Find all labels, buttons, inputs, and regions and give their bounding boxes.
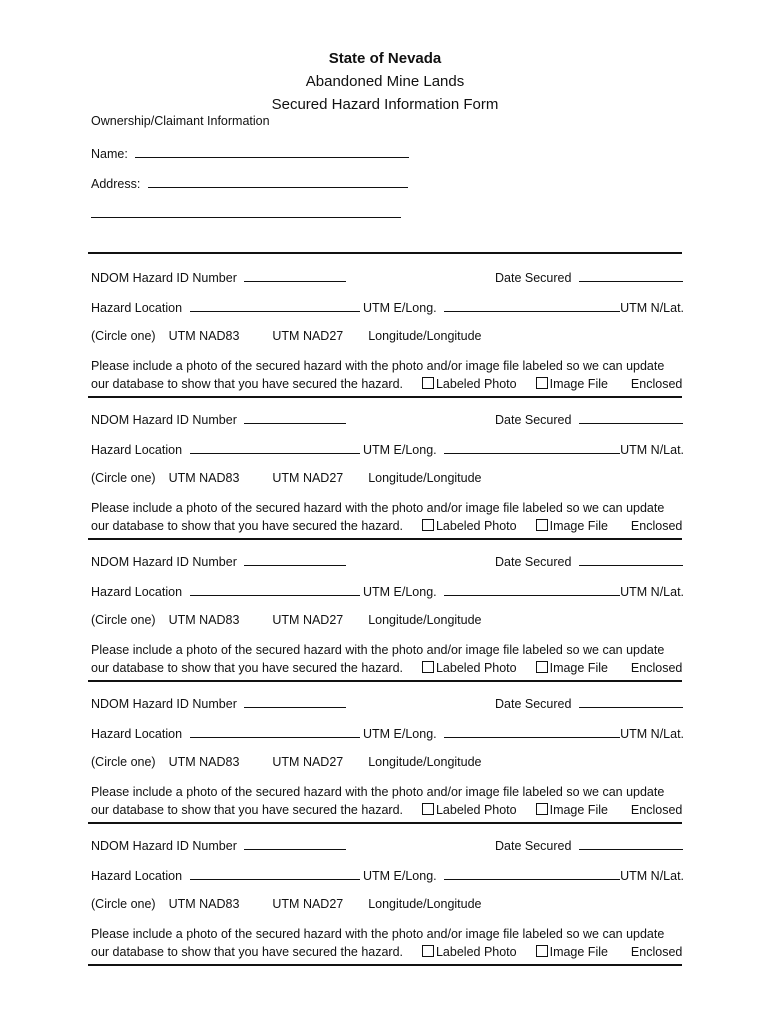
hazard-id-field[interactable] bbox=[244, 837, 346, 850]
circle-one-label: (Circle one) bbox=[91, 897, 156, 911]
date-secured-label: Date Secured bbox=[495, 839, 572, 853]
utm-e-label: UTM E/Long. bbox=[363, 443, 437, 457]
hazard-section bbox=[0, 821, 770, 963]
address-row bbox=[91, 175, 408, 191]
utm-n-label: UTM N/Lat. bbox=[620, 301, 685, 315]
option-longitude[interactable]: Longitude/Longitude bbox=[368, 613, 482, 627]
hazard-location-row bbox=[91, 441, 684, 457]
option-utm-nad27[interactable]: UTM NAD27 bbox=[272, 613, 344, 627]
utm-n-label: UTM N/Lat. bbox=[620, 443, 685, 457]
form-name: Secured Hazard Information Form bbox=[271, 96, 499, 113]
hazard-id-label: NDOM Hazard ID Number bbox=[91, 697, 237, 711]
name-field[interactable] bbox=[135, 145, 409, 158]
hazard-id-label: NDOM Hazard ID Number bbox=[91, 271, 237, 285]
option-utm-nad27[interactable]: UTM NAD27 bbox=[272, 329, 344, 343]
labeled-photo-label: Labeled Photo bbox=[435, 803, 517, 817]
option-utm-nad83[interactable]: UTM NAD83 bbox=[168, 329, 240, 343]
enclosed-label: Enclosed bbox=[630, 803, 683, 817]
utm-e-label: UTM E/Long. bbox=[363, 727, 437, 741]
photo-instructions-line-1: Please include a photo of the secured hazard with the photo and/or image file labeled so we can update bbox=[91, 643, 665, 657]
image-file-label: Image File bbox=[549, 945, 608, 959]
photo-instructions-text: our database to show that you have secured the hazard. bbox=[91, 945, 404, 959]
utm-n-field[interactable] bbox=[444, 441, 620, 454]
form-title: State of Nevada bbox=[328, 50, 442, 67]
hazard-location-row bbox=[91, 583, 684, 599]
utm-n-label: UTM N/Lat. bbox=[620, 869, 685, 883]
circle-one-row bbox=[91, 329, 482, 343]
labeled-photo-checkbox[interactable] bbox=[422, 377, 434, 389]
address-line-2-row bbox=[91, 205, 401, 221]
utm-e-field[interactable] bbox=[190, 441, 360, 454]
date-secured-field[interactable] bbox=[579, 269, 683, 282]
date-secured-field[interactable] bbox=[579, 553, 683, 566]
name-row bbox=[91, 145, 409, 161]
option-longitude[interactable]: Longitude/Longitude bbox=[368, 471, 482, 485]
circle-one-label: (Circle one) bbox=[91, 755, 156, 769]
hazard-id-field[interactable] bbox=[244, 695, 346, 708]
photo-instructions-line-2 bbox=[91, 661, 682, 675]
image-file-label: Image File bbox=[549, 803, 608, 817]
option-utm-nad83[interactable]: UTM NAD83 bbox=[168, 471, 240, 485]
photo-instructions-line-2 bbox=[91, 803, 682, 817]
hazard-location-label: Hazard Location bbox=[91, 869, 183, 883]
photo-instructions-line-1: Please include a photo of the secured hazard with the photo and/or image file labeled so we can update bbox=[91, 927, 665, 941]
hazard-section bbox=[0, 537, 770, 679]
date-secured-row bbox=[495, 553, 683, 569]
utm-e-label: UTM E/Long. bbox=[363, 301, 437, 315]
hazard-id-row bbox=[91, 411, 346, 427]
photo-instructions-text: our database to show that you have secured the hazard. bbox=[91, 661, 404, 675]
date-secured-label: Date Secured bbox=[495, 697, 572, 711]
address-label: Address: bbox=[91, 177, 141, 191]
name-label: Name: bbox=[91, 147, 128, 161]
image-file-checkbox[interactable] bbox=[536, 945, 548, 957]
utm-e-field[interactable] bbox=[190, 867, 360, 880]
circle-one-row bbox=[91, 613, 482, 627]
labeled-photo-checkbox[interactable] bbox=[422, 661, 434, 673]
circle-one-label: (Circle one) bbox=[91, 613, 156, 627]
circle-one-label: (Circle one) bbox=[91, 329, 156, 343]
option-longitude[interactable]: Longitude/Longitude bbox=[368, 897, 482, 911]
hazard-location-label: Hazard Location bbox=[91, 727, 183, 741]
image-file-checkbox[interactable] bbox=[536, 803, 548, 815]
date-secured-row bbox=[495, 837, 683, 853]
photo-instructions-line-1: Please include a photo of the secured hazard with the photo and/or image file labeled so we can update bbox=[91, 359, 665, 373]
image-file-label: Image File bbox=[549, 377, 608, 391]
address-field[interactable] bbox=[148, 175, 408, 188]
option-utm-nad83[interactable]: UTM NAD83 bbox=[168, 613, 240, 627]
option-utm-nad27[interactable]: UTM NAD27 bbox=[272, 471, 344, 485]
title-block bbox=[0, 48, 770, 116]
utm-n-field[interactable] bbox=[444, 299, 620, 312]
utm-e-field[interactable] bbox=[190, 299, 360, 312]
hazard-location-label: Hazard Location bbox=[91, 585, 183, 599]
hazard-id-row bbox=[91, 695, 346, 711]
hazard-id-field[interactable] bbox=[244, 269, 346, 282]
option-utm-nad27[interactable]: UTM NAD27 bbox=[272, 897, 344, 911]
hazard-id-label: NDOM Hazard ID Number bbox=[91, 555, 237, 569]
hazard-id-row bbox=[91, 553, 346, 569]
option-utm-nad83[interactable]: UTM NAD83 bbox=[168, 897, 240, 911]
section-divider bbox=[88, 964, 682, 966]
circle-one-label: (Circle one) bbox=[91, 471, 156, 485]
utm-e-label: UTM E/Long. bbox=[363, 585, 437, 599]
hazard-id-label: NDOM Hazard ID Number bbox=[91, 413, 237, 427]
hazard-section bbox=[0, 679, 770, 821]
utm-e-label: UTM E/Long. bbox=[363, 869, 437, 883]
date-secured-row bbox=[495, 695, 683, 711]
utm-n-field[interactable] bbox=[444, 725, 620, 738]
hazard-location-row bbox=[91, 867, 684, 883]
image-file-label: Image File bbox=[549, 519, 608, 533]
labeled-photo-checkbox[interactable] bbox=[422, 519, 434, 531]
hazard-location-label: Hazard Location bbox=[91, 443, 183, 457]
option-longitude[interactable]: Longitude/Longitude bbox=[368, 329, 482, 343]
photo-instructions-line-2 bbox=[91, 377, 682, 391]
hazard-id-field[interactable] bbox=[244, 411, 346, 424]
owner-section-label: Ownership/Claimant Information bbox=[91, 114, 270, 128]
date-secured-row bbox=[495, 269, 683, 285]
labeled-photo-label: Labeled Photo bbox=[435, 519, 517, 533]
date-secured-field[interactable] bbox=[579, 411, 683, 424]
image-file-checkbox[interactable] bbox=[536, 661, 548, 673]
option-utm-nad27[interactable]: UTM NAD27 bbox=[272, 755, 344, 769]
image-file-checkbox[interactable] bbox=[536, 377, 548, 389]
hazard-id-field[interactable] bbox=[244, 553, 346, 566]
circle-one-row bbox=[91, 897, 482, 911]
address-field-line-2[interactable] bbox=[91, 205, 401, 218]
hazard-location-row bbox=[91, 725, 684, 741]
circle-one-row bbox=[91, 471, 482, 485]
utm-n-label: UTM N/Lat. bbox=[620, 585, 685, 599]
utm-n-field[interactable] bbox=[444, 583, 620, 596]
option-utm-nad83[interactable]: UTM NAD83 bbox=[168, 755, 240, 769]
photo-instructions-text: our database to show that you have secured the hazard. bbox=[91, 377, 404, 391]
form-subtitle: Abandoned Mine Lands bbox=[305, 73, 465, 90]
date-secured-label: Date Secured bbox=[495, 271, 572, 285]
date-secured-field[interactable] bbox=[579, 695, 683, 708]
hazard-id-label: NDOM Hazard ID Number bbox=[91, 839, 237, 853]
circle-one-row bbox=[91, 755, 482, 769]
utm-n-field[interactable] bbox=[444, 867, 620, 880]
date-secured-row bbox=[495, 411, 683, 427]
hazard-section bbox=[0, 395, 770, 537]
hazard-id-row bbox=[91, 837, 346, 853]
enclosed-label: Enclosed bbox=[630, 377, 683, 391]
photo-instructions-text: our database to show that you have secured the hazard. bbox=[91, 803, 404, 817]
photo-instructions-line-1: Please include a photo of the secured hazard with the photo and/or image file labeled so we can update bbox=[91, 785, 665, 799]
enclosed-label: Enclosed bbox=[630, 945, 683, 959]
hazard-location-row bbox=[91, 299, 684, 315]
option-longitude[interactable]: Longitude/Longitude bbox=[368, 755, 482, 769]
photo-instructions-line-2 bbox=[91, 945, 682, 959]
date-secured-field[interactable] bbox=[579, 837, 683, 850]
enclosed-label: Enclosed bbox=[630, 519, 683, 533]
date-secured-label: Date Secured bbox=[495, 555, 572, 569]
utm-n-label: UTM N/Lat. bbox=[620, 727, 685, 741]
image-file-label: Image File bbox=[549, 661, 608, 675]
labeled-photo-checkbox[interactable] bbox=[422, 945, 434, 957]
image-file-checkbox[interactable] bbox=[536, 519, 548, 531]
utm-e-field[interactable] bbox=[190, 583, 360, 596]
labeled-photo-label: Labeled Photo bbox=[435, 377, 517, 391]
enclosed-label: Enclosed bbox=[630, 661, 683, 675]
photo-instructions-line-1: Please include a photo of the secured hazard with the photo and/or image file labeled so we can update bbox=[91, 501, 665, 515]
photo-instructions-text: our database to show that you have secured the hazard. bbox=[91, 519, 404, 533]
hazard-id-row bbox=[91, 269, 346, 285]
hazard-location-label: Hazard Location bbox=[91, 301, 183, 315]
labeled-photo-label: Labeled Photo bbox=[435, 661, 517, 675]
labeled-photo-label: Labeled Photo bbox=[435, 945, 517, 959]
hazard-section bbox=[0, 253, 770, 395]
utm-e-field[interactable] bbox=[190, 725, 360, 738]
labeled-photo-checkbox[interactable] bbox=[422, 803, 434, 815]
date-secured-label: Date Secured bbox=[495, 413, 572, 427]
photo-instructions-line-2 bbox=[91, 519, 682, 533]
